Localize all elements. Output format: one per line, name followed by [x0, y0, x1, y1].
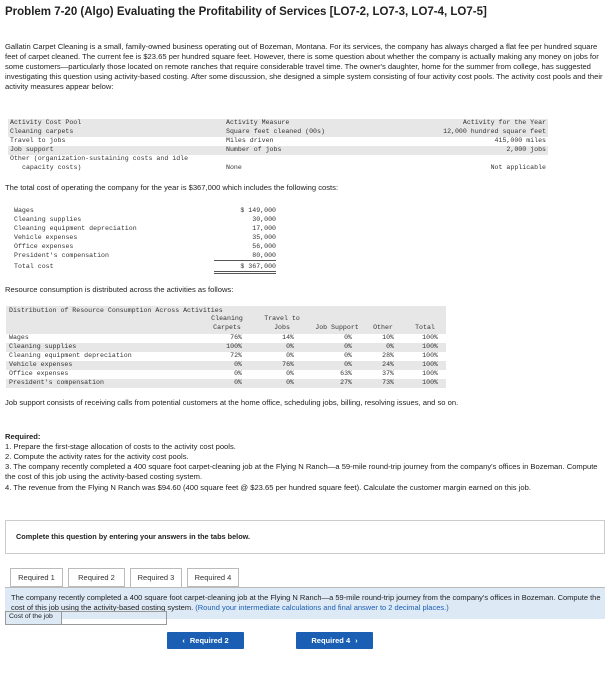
pool-row: Job support — [10, 146, 54, 153]
page-title: Problem 7-20 (Algo) Evaluating the Profitability of Services [LO7-2, LO7-3, LO7-4, LO7-5] — [5, 6, 487, 18]
cost-label: Vehicle expenses — [14, 234, 78, 241]
dist-cell: 0% — [234, 379, 242, 386]
dist-cell: 100% — [422, 370, 438, 377]
dist-cell: 76% — [282, 361, 294, 368]
pool-row: Cleaning carpets — [10, 128, 74, 135]
question-hint: (Round your intermediate calculations and final answer to 2 decimal places.) — [195, 602, 449, 612]
cost-total-label: Total cost — [14, 263, 54, 270]
dist-row-label: President's compensation — [9, 379, 104, 386]
cost-value: 80,000 — [214, 252, 276, 261]
tab-required-2[interactable]: Required 2 — [68, 568, 125, 587]
question-text: The company recently completed a 400 square foot carpet-cleaning job at the Flying N Ranch—a 59-mile round-trip journey from the company's offices in Bozeman. Compute the cost of this job using the activity-based costing system. — [11, 593, 601, 612]
pool-measure: Square feet cleaned (00s) — [226, 128, 325, 135]
cost-label: President's compensation — [14, 252, 109, 259]
dist-cell: 37% — [382, 370, 394, 377]
cost-value: 17,000 — [252, 225, 276, 232]
dist-title: Distribution of Resource Consumption Across Activities — [9, 307, 223, 314]
dist-cell: 0% — [234, 361, 242, 368]
dist-header: Cleaning — [211, 315, 243, 322]
instruction-text: Complete this question by entering your answers in the tabs below. — [16, 532, 251, 541]
dist-header: Total — [415, 324, 435, 331]
answer-label: Cost of the job — [9, 613, 53, 620]
cost-total-value: $ 367,000 — [214, 263, 276, 274]
tab-required-1[interactable]: Required 1 — [10, 568, 63, 587]
dist-cell: 0% — [286, 370, 294, 377]
dist-cell: 100% — [422, 361, 438, 368]
pool-row: Other (organization-sustaining costs and idle — [10, 155, 189, 162]
answer-row — [5, 611, 167, 625]
job-support-text: Job support consists of receiving calls from potential customers at the home office, scheduling jobs, billing, resolving issues, and so on. — [5, 398, 459, 407]
pool-activity: 12,000 hundred square feet — [443, 128, 546, 135]
cost-value: 56,000 — [252, 243, 276, 250]
dist-cell: 100% — [422, 379, 438, 386]
pools-header-activity: Activity for the Year — [462, 119, 546, 126]
cost-value: 35,000 — [252, 234, 276, 241]
dist-cell: 63% — [340, 370, 352, 377]
dist-cell: 0% — [286, 343, 294, 350]
cost-label: Office expenses — [14, 243, 74, 250]
pools-header-measure: Activity Measure — [226, 119, 290, 126]
pool-activity: Not applicable — [490, 164, 546, 171]
dist-cell: 72% — [230, 352, 242, 359]
activity-pools-table — [8, 119, 548, 175]
tab-required-3[interactable]: Required 3 — [130, 568, 182, 588]
dist-header: Job Support — [315, 324, 359, 331]
dist-cell: 100% — [226, 343, 242, 350]
chevron-right-icon: › — [355, 635, 358, 645]
cost-value: 30,000 — [252, 216, 276, 223]
required-item-3: 3. The company recently completed a 400 square foot carpet-cleaning job at the Flying N Ranch—a 59-mile round-trip journey from the company's offices in Bozeman. Compute the cost of this job using the activity-based costing system. — [5, 462, 598, 482]
chevron-left-icon: ‹ — [182, 635, 185, 645]
cost-label: Cleaning supplies — [14, 216, 82, 223]
prev-required-button[interactable] — [167, 632, 244, 649]
dist-cell: 100% — [422, 334, 438, 341]
required-heading: Required: — [5, 432, 41, 441]
resource-text: Resource consumption is distributed across the activities as follows: — [5, 285, 234, 294]
pool-measure: Miles driven — [226, 137, 274, 144]
dist-row-label: Office expenses — [9, 370, 69, 377]
dist-cell: 0% — [344, 343, 352, 350]
tab-required-4[interactable]: Required 4 — [187, 568, 239, 587]
dist-cell: 0% — [234, 370, 242, 377]
dist-row-label: Wages — [9, 334, 29, 341]
dist-row-label: Cleaning equipment depreciation — [9, 352, 132, 359]
dist-cell: 10% — [382, 334, 394, 341]
dist-header: Other — [373, 324, 393, 331]
total-cost-text: The total cost of operating the company for the year is $367,000 which includes the following costs: — [5, 183, 339, 192]
dist-header: Travel to — [264, 315, 300, 322]
dist-cell: 0% — [344, 352, 352, 359]
dist-cell: 100% — [422, 352, 438, 359]
pool-row-cont: capacity costs) — [22, 164, 82, 171]
dist-cell: 0% — [286, 379, 294, 386]
pool-row: Travel to jobs — [10, 137, 66, 144]
dist-cell: 73% — [382, 379, 394, 386]
next-button-label: Required 4 — [311, 635, 351, 645]
dist-cell: 76% — [230, 334, 242, 341]
dist-cell: 24% — [382, 361, 394, 368]
dist-row-label: Cleaning supplies — [9, 343, 77, 350]
pool-measure: None — [226, 164, 242, 171]
next-required-button[interactable] — [296, 632, 373, 649]
dist-cell: 0% — [344, 361, 352, 368]
dist-cell: 0% — [386, 343, 394, 350]
dist-cell: 100% — [422, 343, 438, 350]
dist-cell: 27% — [340, 379, 352, 386]
cost-value: $ 149,000 — [240, 207, 276, 214]
cost-label: Cleaning equipment depreciation — [14, 225, 137, 232]
instruction-box — [5, 520, 605, 554]
distribution-table — [6, 306, 446, 388]
required-item-4: 4. The revenue from the Flying N Ranch was $94.60 (400 square feet @ $23.65 per hundred square feet). Calculate the customer margin earned on this job. — [5, 483, 531, 492]
pools-header-pool: Activity Cost Pool — [10, 119, 82, 126]
dist-row-label: Vehicle expenses — [9, 361, 73, 368]
costs-table — [14, 207, 284, 275]
dist-header: Jobs — [274, 324, 290, 331]
cost-of-job-input[interactable] — [64, 613, 164, 623]
pool-activity: 415,000 miles — [494, 137, 546, 144]
dist-cell: 28% — [382, 352, 394, 359]
pool-measure: Number of jobs — [226, 146, 282, 153]
required-item-2: 2. Compute the activity rates for the activity cost pools. — [5, 452, 189, 461]
dist-cell: 14% — [282, 334, 294, 341]
prev-button-label: Required 2 — [189, 635, 229, 645]
pool-activity: 2,000 jobs — [506, 146, 546, 153]
required-item-1: 1. Prepare the first-stage allocation of costs to the activity cost pools. — [5, 442, 236, 451]
intro-paragraph: Gallatin Carpet Cleaning is a small, family-owned business operating out of Bozeman, Montana. For its services, the company has always charged a flat fee per hundred square feet of carpet cleaned. The current fee is $23.65 per hundred square feet. However, there is some question about whether the company is actually making any money on jobs for some customers—particularly those located on remote ranches that require considerable travel time. The owner's daughter, home for the summer from college, has suggested investigating this question using activity-based costing. After some discussion, she designed a simple system consisting of four activity cost pools. The activity cost pools and their activity measures appear below: — [5, 42, 603, 92]
dist-cell: 0% — [286, 352, 294, 359]
dist-header: Carpets — [213, 324, 241, 331]
dist-cell: 0% — [344, 334, 352, 341]
cost-label: Wages — [14, 207, 34, 214]
